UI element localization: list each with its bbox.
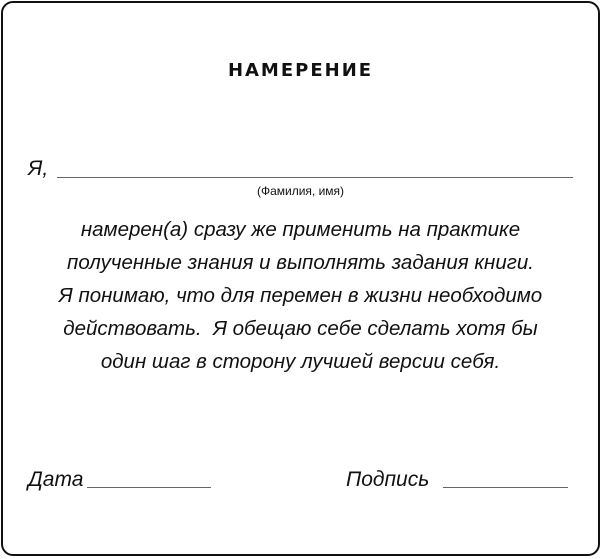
form-title: НАМЕРЕНИЕ (227, 60, 374, 81)
date-fill-line[interactable] (87, 487, 211, 488)
intention-text (0, 213, 601, 378)
intention-line: Я понимаю, что для перемен в жизни необходимо (58, 284, 543, 307)
intention-line: действовать. Я обещаю себе сделать хотя бы (63, 317, 538, 340)
date-label: Дата (28, 468, 84, 491)
intention-line: полученные знания и выполнять задания книги. (67, 251, 534, 274)
name-prefix: Я, (28, 157, 49, 180)
signature-label: Подпись (346, 468, 430, 491)
signature-fill-line[interactable] (443, 487, 568, 488)
intention-line: намерен(а) сразу же применить на практике (80, 218, 521, 241)
intention-line: один шаг в сторону лучшей версии себя. (100, 350, 501, 373)
name-hint: (Фамилия, имя) (256, 184, 345, 198)
name-fill-line[interactable] (57, 177, 573, 178)
